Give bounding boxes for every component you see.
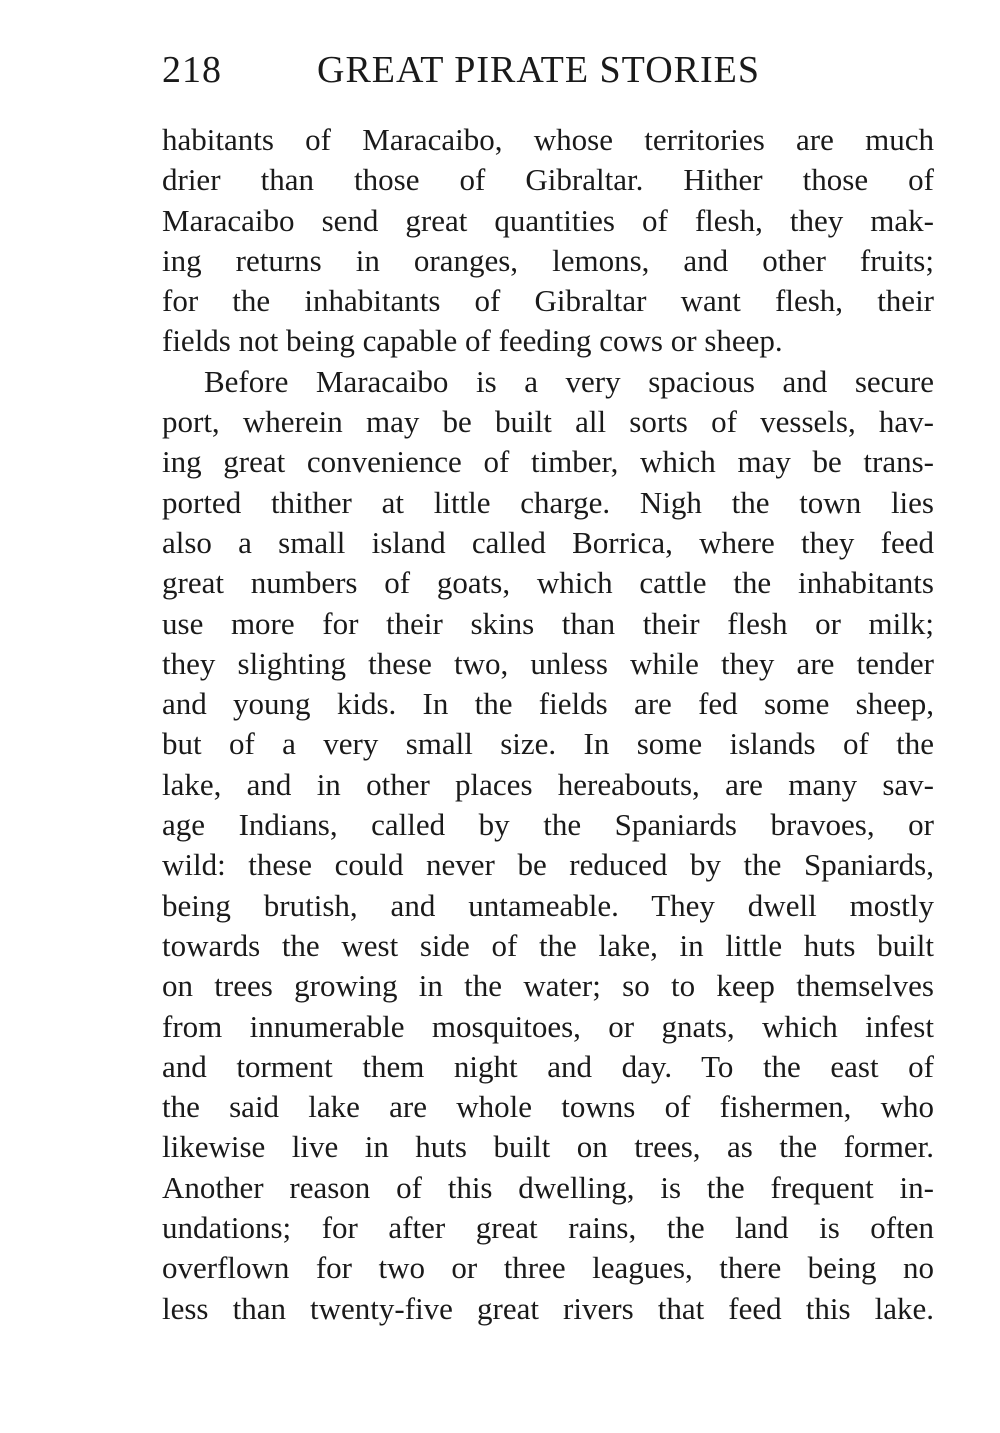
text-line: ing great convenience of timber, which may be trans- [162, 444, 934, 480]
text-line: ing returns in oranges, lemons, and other fruits; [162, 242, 934, 278]
body-text [162, 120, 934, 1329]
text-line: being brutish, and untameable. They dwell mostly [162, 887, 934, 923]
text-line: drier than those of Gibraltar. Hither those of [162, 162, 934, 198]
text-line: they slighting these two, unless while they are tender [162, 645, 934, 681]
text-line: overflown for two or three leagues, there being no [162, 1250, 934, 1286]
text-line: lake, and in other places hereabouts, are many sav- [162, 766, 934, 802]
text-line: but of a very small size. In some islands of the [162, 726, 934, 762]
text-line: Maracaibo send great quantities of flesh, they mak- [162, 202, 934, 238]
text-line: habitants of Maracaibo, whose territories are much [162, 122, 934, 157]
text-line: Before Maracaibo is a very spacious and secure [204, 363, 934, 399]
text-line: likewise live in huts built on trees, as the former. [162, 1129, 934, 1165]
text-line: great numbers of goats, which cattle the inhabitants [162, 565, 934, 601]
paragraph-1 [162, 120, 934, 362]
book-page [162, 40, 934, 1329]
text-line: use more for their skins than their flesh or milk; [162, 605, 934, 641]
text-line: Another reason of this dwelling, is the frequent in- [162, 1169, 934, 1205]
text-line: port, wherein may be built all sorts of vessels, hav- [162, 404, 934, 440]
paragraph-2 [162, 362, 934, 1329]
text-line: wild: these could never be reduced by the Spaniards, [162, 847, 934, 883]
text-line: age Indians, called by the Spaniards bravoes, or [162, 807, 934, 843]
text-line: the said lake are whole towns of fishermen, who [162, 1089, 934, 1125]
text-line: less than twenty-five great rivers that feed this lake. [162, 1290, 934, 1326]
text-line: for the inhabitants of Gibraltar want flesh, their [162, 283, 934, 319]
page-number: 218 [162, 49, 222, 91]
text-line: also a small island called Borrica, where they feed [162, 524, 934, 560]
running-title: GREAT PIRATE STORIES [317, 49, 760, 91]
text-line: fields not being capable of feeding cows or sheep. [162, 323, 783, 359]
text-line: on trees growing in the water; so to keep themselves [162, 968, 934, 1004]
text-line: and young kids. In the fields are fed some sheep, [162, 686, 934, 722]
text-line: towards the west side of the lake, in little huts built [162, 927, 934, 963]
running-head [162, 40, 934, 100]
text-line: ported thither at little charge. Nigh the town lies [162, 484, 934, 520]
text-line: from innumerable mosquitoes, or gnats, which infest [162, 1008, 934, 1044]
text-line: and torment them night and day. To the east of [162, 1048, 934, 1084]
text-line: undations; for after great rains, the land is often [162, 1210, 934, 1246]
